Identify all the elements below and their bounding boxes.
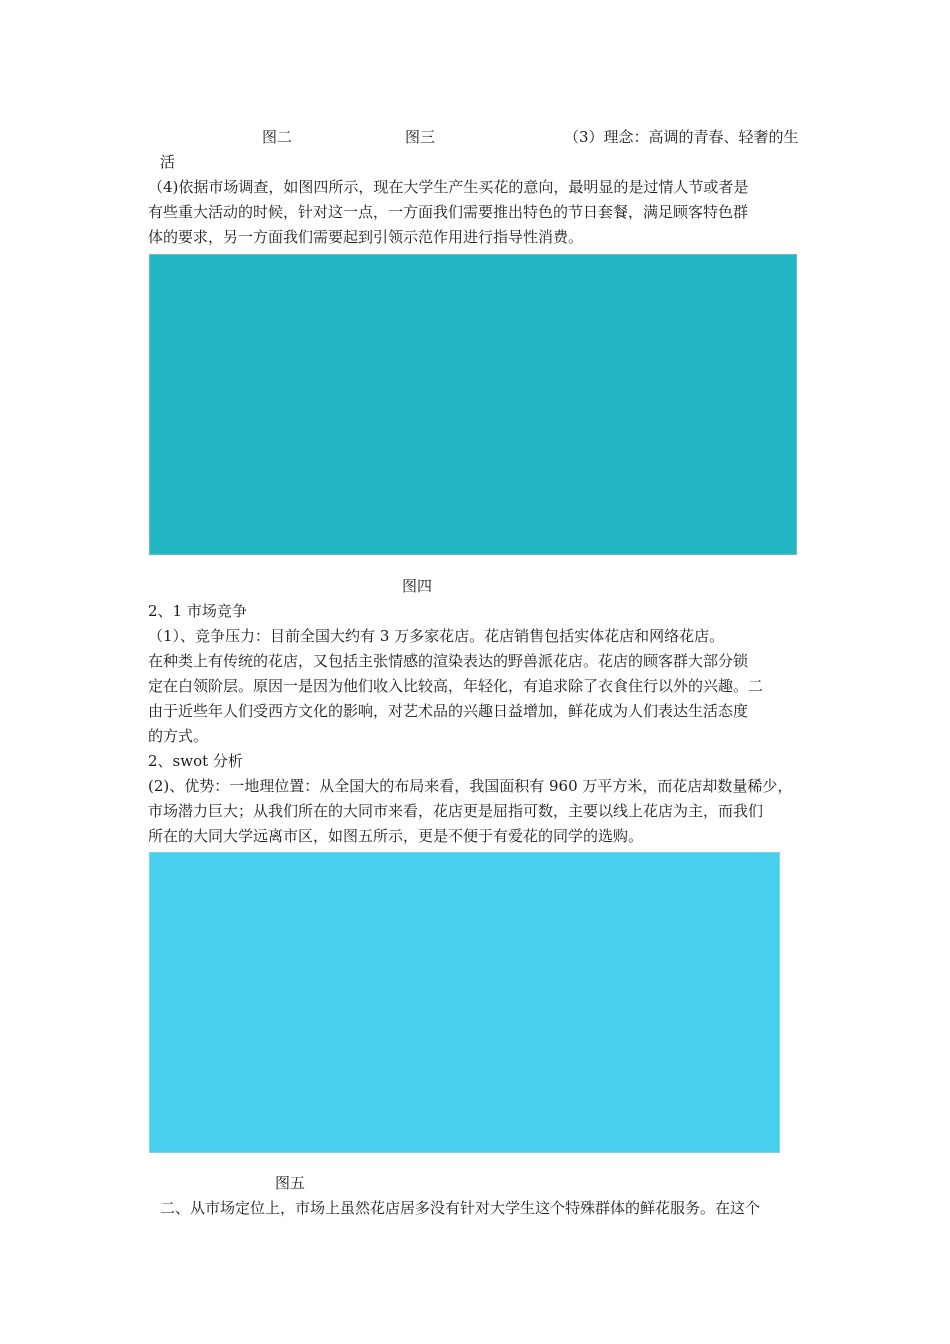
paragraph-4-line-1: （4)依据市场调查，如图四所示，现在大学生产生买花的意向，最明显的是过情人节或者是 xyxy=(148,178,749,196)
advantage-line-3: 所在的大同大学远离市区，如图五所示，更是不便于有爱花的同学的选购。 xyxy=(148,827,644,845)
figure-5-image xyxy=(149,852,780,1153)
paragraph-4-line-3: 体的要求，另一方面我们需要起到引领示范作用进行指导性消费。 xyxy=(148,228,584,246)
figure-5-caption: 图五 xyxy=(275,1174,306,1192)
figure-4-image xyxy=(149,254,797,555)
figure-2-caption: 图二 xyxy=(262,128,293,146)
concept-text-line-1: （3）理念：高调的青春、轻奢的生 xyxy=(564,128,799,146)
figure-3-caption: 图三 xyxy=(405,128,436,146)
section-2-1-heading: 2、1 市场竞争 xyxy=(148,602,247,620)
positioning-line-1: 二、从市场定位上，市场上虽然花店居多没有针对大学生这个特殊群体的鲜花服务。在这个 xyxy=(160,1199,761,1217)
competition-line-3: 定在白领阶层。原因一是因为他们收入比较高，年轻化，有追求除了衣食住行以外的兴趣。二 xyxy=(148,677,764,695)
swot-heading: 2、swot 分析 xyxy=(148,752,243,770)
figure-4-caption: 图四 xyxy=(402,577,433,595)
paragraph-4-line-2: 有些重大活动的时候，针对这一点，一方面我们需要推出特色的节日套餐，满足顾客特色群 xyxy=(148,203,749,221)
competition-line-2: 在种类上有传统的花店，又包括主张情感的渲染表达的野兽派花店。花店的顾客群大部分锁 xyxy=(148,652,749,670)
concept-text-line-2: 活 xyxy=(160,153,176,171)
competition-line-4: 由于近些年人们受西方文化的影响，对艺术品的兴趣日益增加，鲜花成为人们表达生活态度 xyxy=(148,702,749,720)
advantage-line-2: 市场潜力巨大；从我们所在的大同市来看，花店更是屈指可数，主要以线上花店为主，而我们 xyxy=(148,802,764,820)
advantage-line-1: (2)、优势：一地理位置：从全国大的布局来看，我国面积有 960 万平方米，而花店却数量稀少， xyxy=(148,777,793,795)
competition-line-1: （1）、竞争压力：目前全国大约有 3 万多家花店。花店销售包括实体花店和网络花店。 xyxy=(148,627,725,645)
competition-line-5: 的方式。 xyxy=(148,727,209,745)
